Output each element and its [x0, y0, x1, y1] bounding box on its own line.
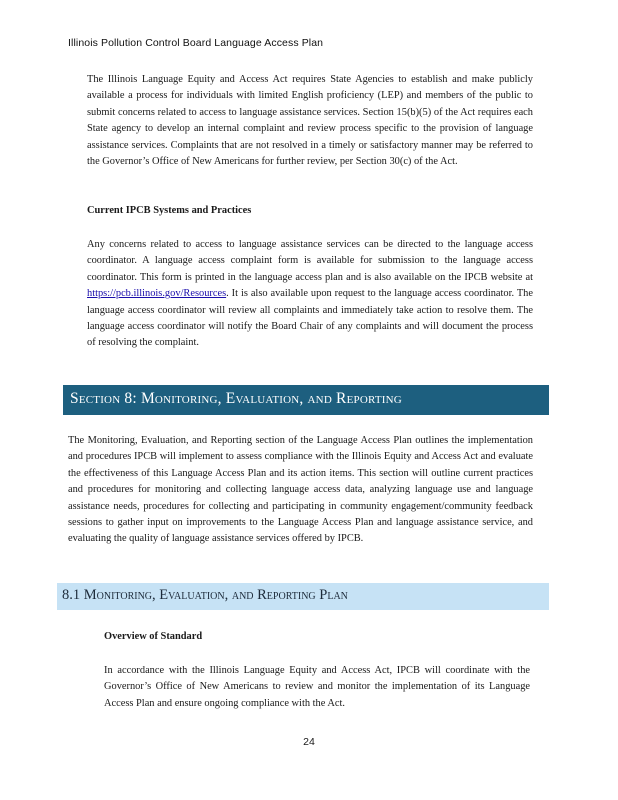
- paragraph-text-continued: . It is also available upon request to the language access coordinator. The language access coordinator will review all complaints and immediately take action to resolve them. The language access coordinator will notify the Board Chair of any complaints and will document the process of resolving the complaint.: [87, 288, 533, 349]
- overview-heading: Overview of Standard: [104, 631, 203, 642]
- current-systems-heading: Current IPCB Systems and Practices: [87, 205, 252, 216]
- page-number: 24: [303, 736, 315, 748]
- section-8-title: Section 8: Monitoring, Evaluation, and Reporting: [70, 390, 402, 407]
- section-8-1-title: 8.1 Monitoring, Evaluation, and Reporting Plan: [62, 587, 348, 603]
- resources-link[interactable]: https://pcb.illinois.gov/Resources: [87, 288, 227, 300]
- overview-paragraph: In accordance with the Illinois Language Equity and Access Act, IPCB will coordinate with the Governor’s Office of New Americans to review and monitor the implementation of its Language Access Plan and ensure ongoing compliance with the Act.: [104, 665, 530, 709]
- section-8-1-banner: [57, 583, 549, 610]
- section-8-banner: [63, 385, 549, 415]
- intro-paragraph: The Illinois Language Equity and Access Act requires State Agencies to establish and make publicly available a process for individuals with limited English proficiency (LEP) and members of the public to submit concerns related to access to language assistance services. Section 15(b)(5) of the Act requires each State agency to develop an internal complaint and review process specific to the provision of language assistance services. Complaints that are not resolved in a timely or satisfactory manner may be referred to the Governor’s Office of New Americans for further review, per Section 30(c) of the Act.: [87, 74, 533, 168]
- paragraph-text: Any concerns related to access to language assistance services can be directed to the language access coordinator. A language access complaint form is available for submission to the language access coordinator. This form is printed in the language access plan and is also available on the IPCB website at: [87, 239, 533, 283]
- page-header: Illinois Pollution Control Board Language Access Plan: [68, 37, 324, 49]
- section-8-paragraph: The Monitoring, Evaluation, and Reporting section of the Language Access Plan outlines the implementation and procedures IPCB will implement to assess compliance with the Illinois Equity and Access Act and evaluate the effectiveness of this Language Access Plan and its action items. This section will outline current practices and procedures for monitoring and collecting language access data, analyzing language use and language assistance needs, procedures for collecting and participating in community engagement/community feedback sessions to gather input on improvements to the Language Access Plan and language assistance service, and evaluating the quality of language assistance services offered by IPCB.: [68, 435, 533, 545]
- current-systems-paragraph: [87, 237, 533, 352]
